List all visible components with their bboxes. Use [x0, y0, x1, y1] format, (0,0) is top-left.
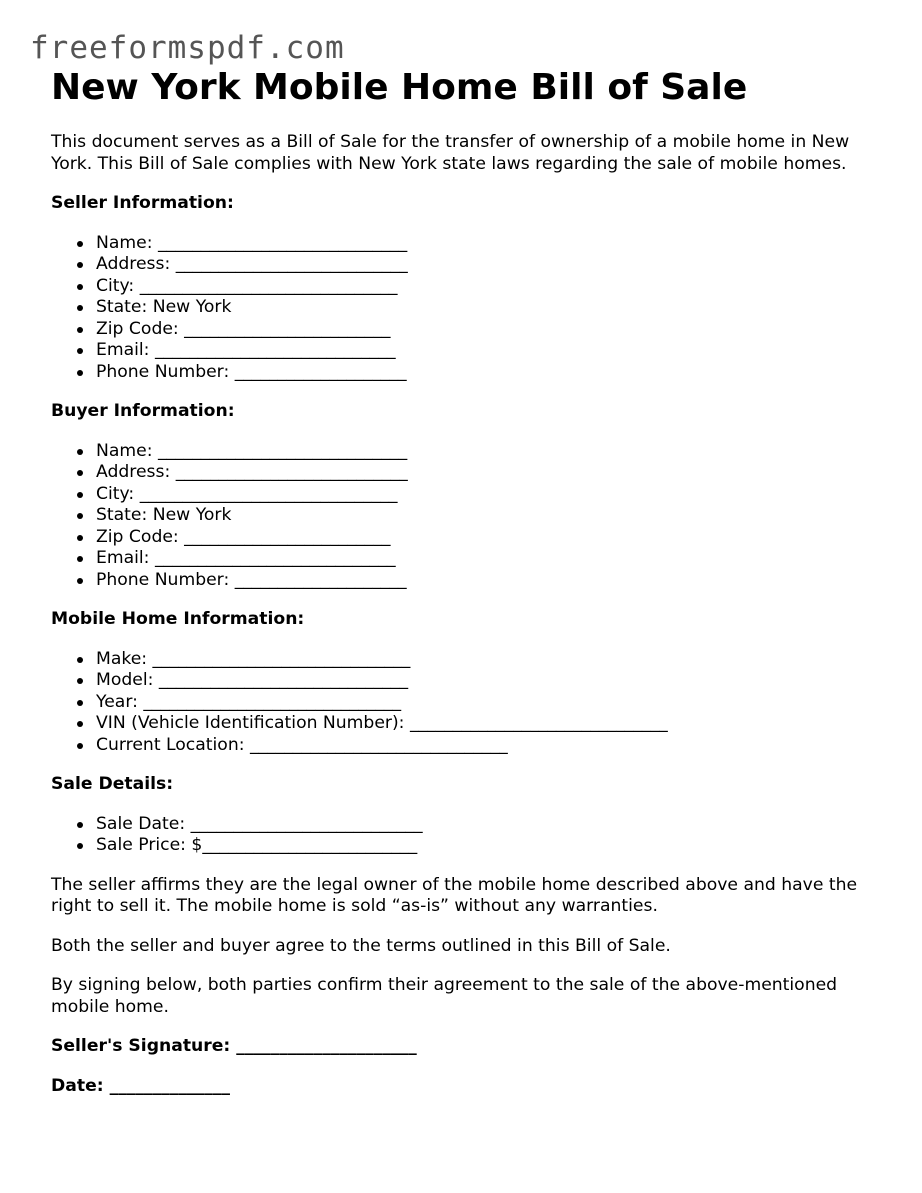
seller-email-field[interactable]: Email: ____________________________ — [96, 340, 881, 362]
document-title: New York Mobile Home Bill of Sale — [51, 67, 748, 108]
seller-city-field[interactable]: City: ______________________________ — [96, 276, 881, 298]
seller-signature-field[interactable]: Seller's Signature: _____________________ — [51, 1036, 417, 1056]
sale-price-field[interactable]: Sale Price: $_________________________ — [96, 835, 881, 857]
affirmation-paragraph: The seller affirms they are the legal owner of the mobile home described above and have the right to sell it. The mobile home is sold “as-is” without any warranties. — [51, 874, 858, 916]
buyer-name-field[interactable]: Name: _____________________________ — [96, 441, 881, 463]
agreement-paragraph: Both the seller and buyer agree to the terms outlined in this Bill of Sale. — [51, 935, 671, 956]
seller-zip-field[interactable]: Zip Code: ________________________ — [96, 319, 881, 341]
watermark-text: freeformspdf.com — [30, 30, 345, 66]
buyer-address-field[interactable]: Address: ___________________________ — [96, 462, 881, 484]
confirmation-paragraph: By signing below, both parties confirm their agreement to the sale of the above-mentioned mobile home. — [51, 975, 838, 1017]
seller-name-field[interactable]: Name: _____________________________ — [96, 233, 881, 255]
mobile-home-fields-list — [51, 649, 881, 757]
sale-details-list — [51, 814, 881, 857]
seller-address-field[interactable]: Address: ___________________________ — [96, 254, 881, 276]
document-page — [51, 64, 881, 1097]
make-field[interactable]: Make: ______________________________ — [96, 649, 881, 671]
seller-fields-list — [51, 233, 881, 384]
buyer-phone-field[interactable]: Phone Number: ____________________ — [96, 570, 881, 592]
seller-state-field: State: New York — [96, 297, 881, 319]
buyer-zip-field[interactable]: Zip Code: ________________________ — [96, 527, 881, 549]
mobile-home-section-heading: Mobile Home Information: — [51, 609, 305, 629]
current-location-field[interactable]: Current Location: ______________________________ — [96, 735, 881, 757]
buyer-email-field[interactable]: Email: ____________________________ — [96, 548, 881, 570]
seller-phone-field[interactable]: Phone Number: ____________________ — [96, 362, 881, 384]
buyer-state-field: State: New York — [96, 505, 881, 527]
sale-date-field[interactable]: Sale Date: ___________________________ — [96, 814, 881, 836]
buyer-fields-list — [51, 441, 881, 592]
intro-paragraph: This document serves as a Bill of Sale for the transfer of ownership of a mobile home in New York. This Bill of Sale complies with New York state laws regarding the sale of mobile homes. — [51, 132, 850, 174]
seller-section-heading: Seller Information: — [51, 193, 234, 213]
date-field[interactable]: Date: ______________ — [51, 1075, 230, 1096]
sale-details-section-heading: Sale Details: — [51, 774, 174, 794]
model-field[interactable]: Model: _____________________________ — [96, 670, 881, 692]
year-field[interactable]: Year: ______________________________ — [96, 692, 881, 714]
buyer-section-heading: Buyer Information: — [51, 401, 235, 421]
buyer-city-field[interactable]: City: ______________________________ — [96, 484, 881, 506]
vin-field[interactable]: VIN (Vehicle Identification Number): ______________________________ — [96, 713, 881, 735]
